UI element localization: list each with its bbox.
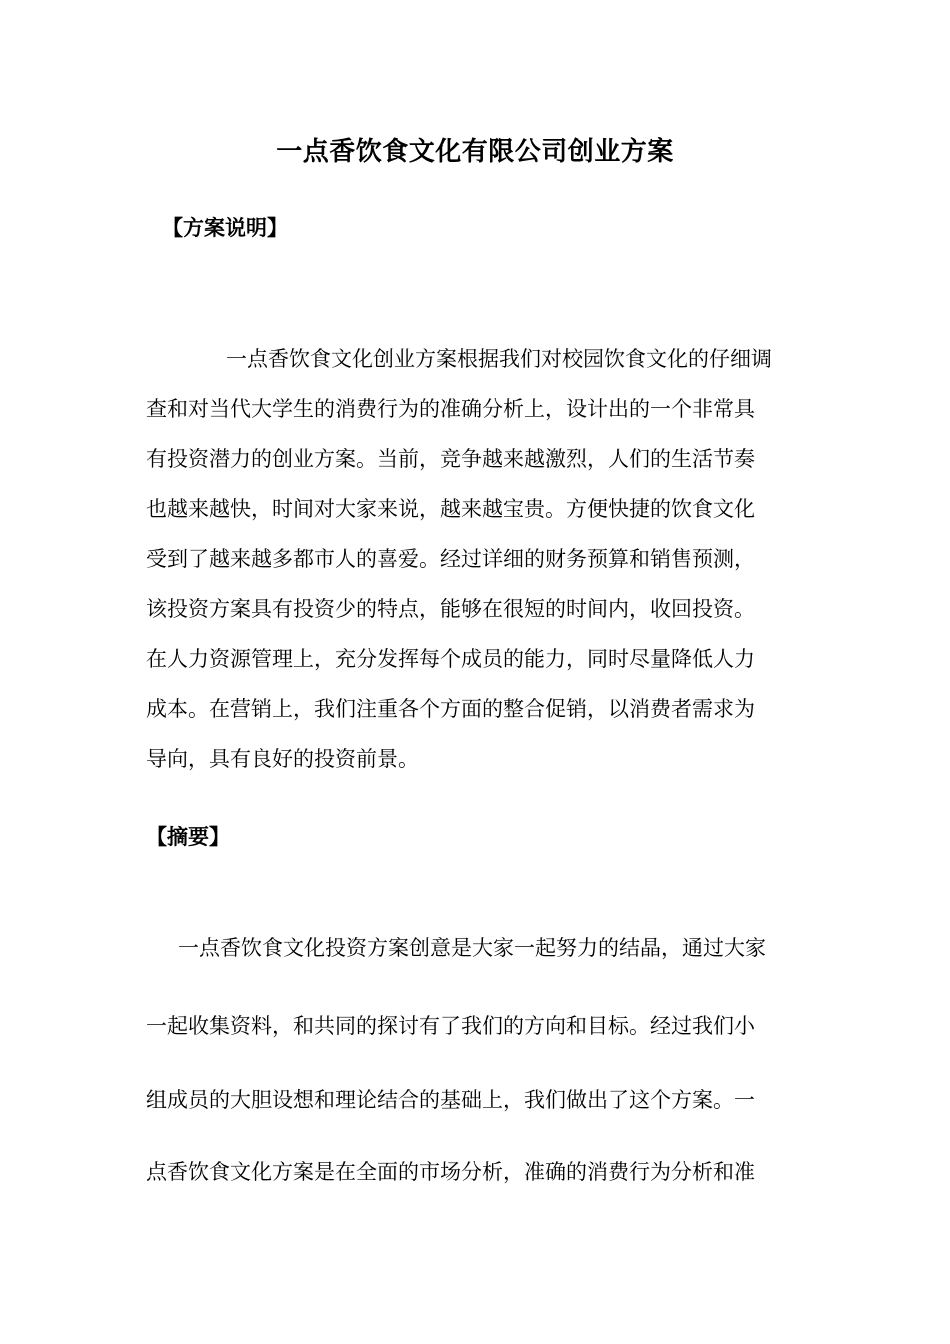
paragraph-line: 导向，具有良好的投资前景。 — [146, 747, 419, 771]
paragraph-line: 也越来越快，时间对大家来说，越来越宝贵。方便快捷的饮食文化 — [146, 497, 755, 521]
section-heading-plan-description: 【方案说明】 — [162, 215, 288, 240]
paragraph-line: 有投资潜力的创业方案。当前，竞争越来越激烈，人们的生活节奏 — [146, 447, 755, 471]
page-title: 一点香饮食文化有限公司创业方案 — [276, 137, 674, 167]
paragraph-line: 组成员的大胆设想和理论结合的基础上，我们做出了这个方案。一 — [146, 1088, 755, 1112]
paragraph-line: 一点香饮食文化投资方案创意是大家一起努力的结晶，通过大家 — [178, 936, 766, 960]
paragraph-line: 查和对当代大学生的消费行为的准确分析上，设计出的一个非常具 — [146, 397, 755, 421]
paragraph-line: 成本。在营销上，我们注重各个方面的整合促销，以消费者需求为 — [146, 697, 755, 721]
paragraph-line: 点香饮食文化方案是在全面的市场分析，准确的消费行为分析和准 — [146, 1160, 755, 1184]
paragraph-line: 一起收集资料，和共同的探讨有了我们的方向和目标。经过我们小 — [146, 1014, 755, 1038]
section-heading-abstract: 【摘要】 — [146, 824, 230, 849]
paragraph-line: 在人力资源管理上，充分发挥每个成员的能力，同时尽量降低人力 — [146, 647, 755, 671]
paragraph-line: 受到了越来越多都市人的喜爱。经过详细的财务预算和销售预测， — [146, 547, 755, 571]
paragraph-line: 一点香饮食文化创业方案根据我们对校园饮食文化的仔细调 — [226, 347, 772, 371]
paragraph-line: 该投资方案具有投资少的特点，能够在很短的时间内，收回投资。 — [146, 597, 755, 621]
